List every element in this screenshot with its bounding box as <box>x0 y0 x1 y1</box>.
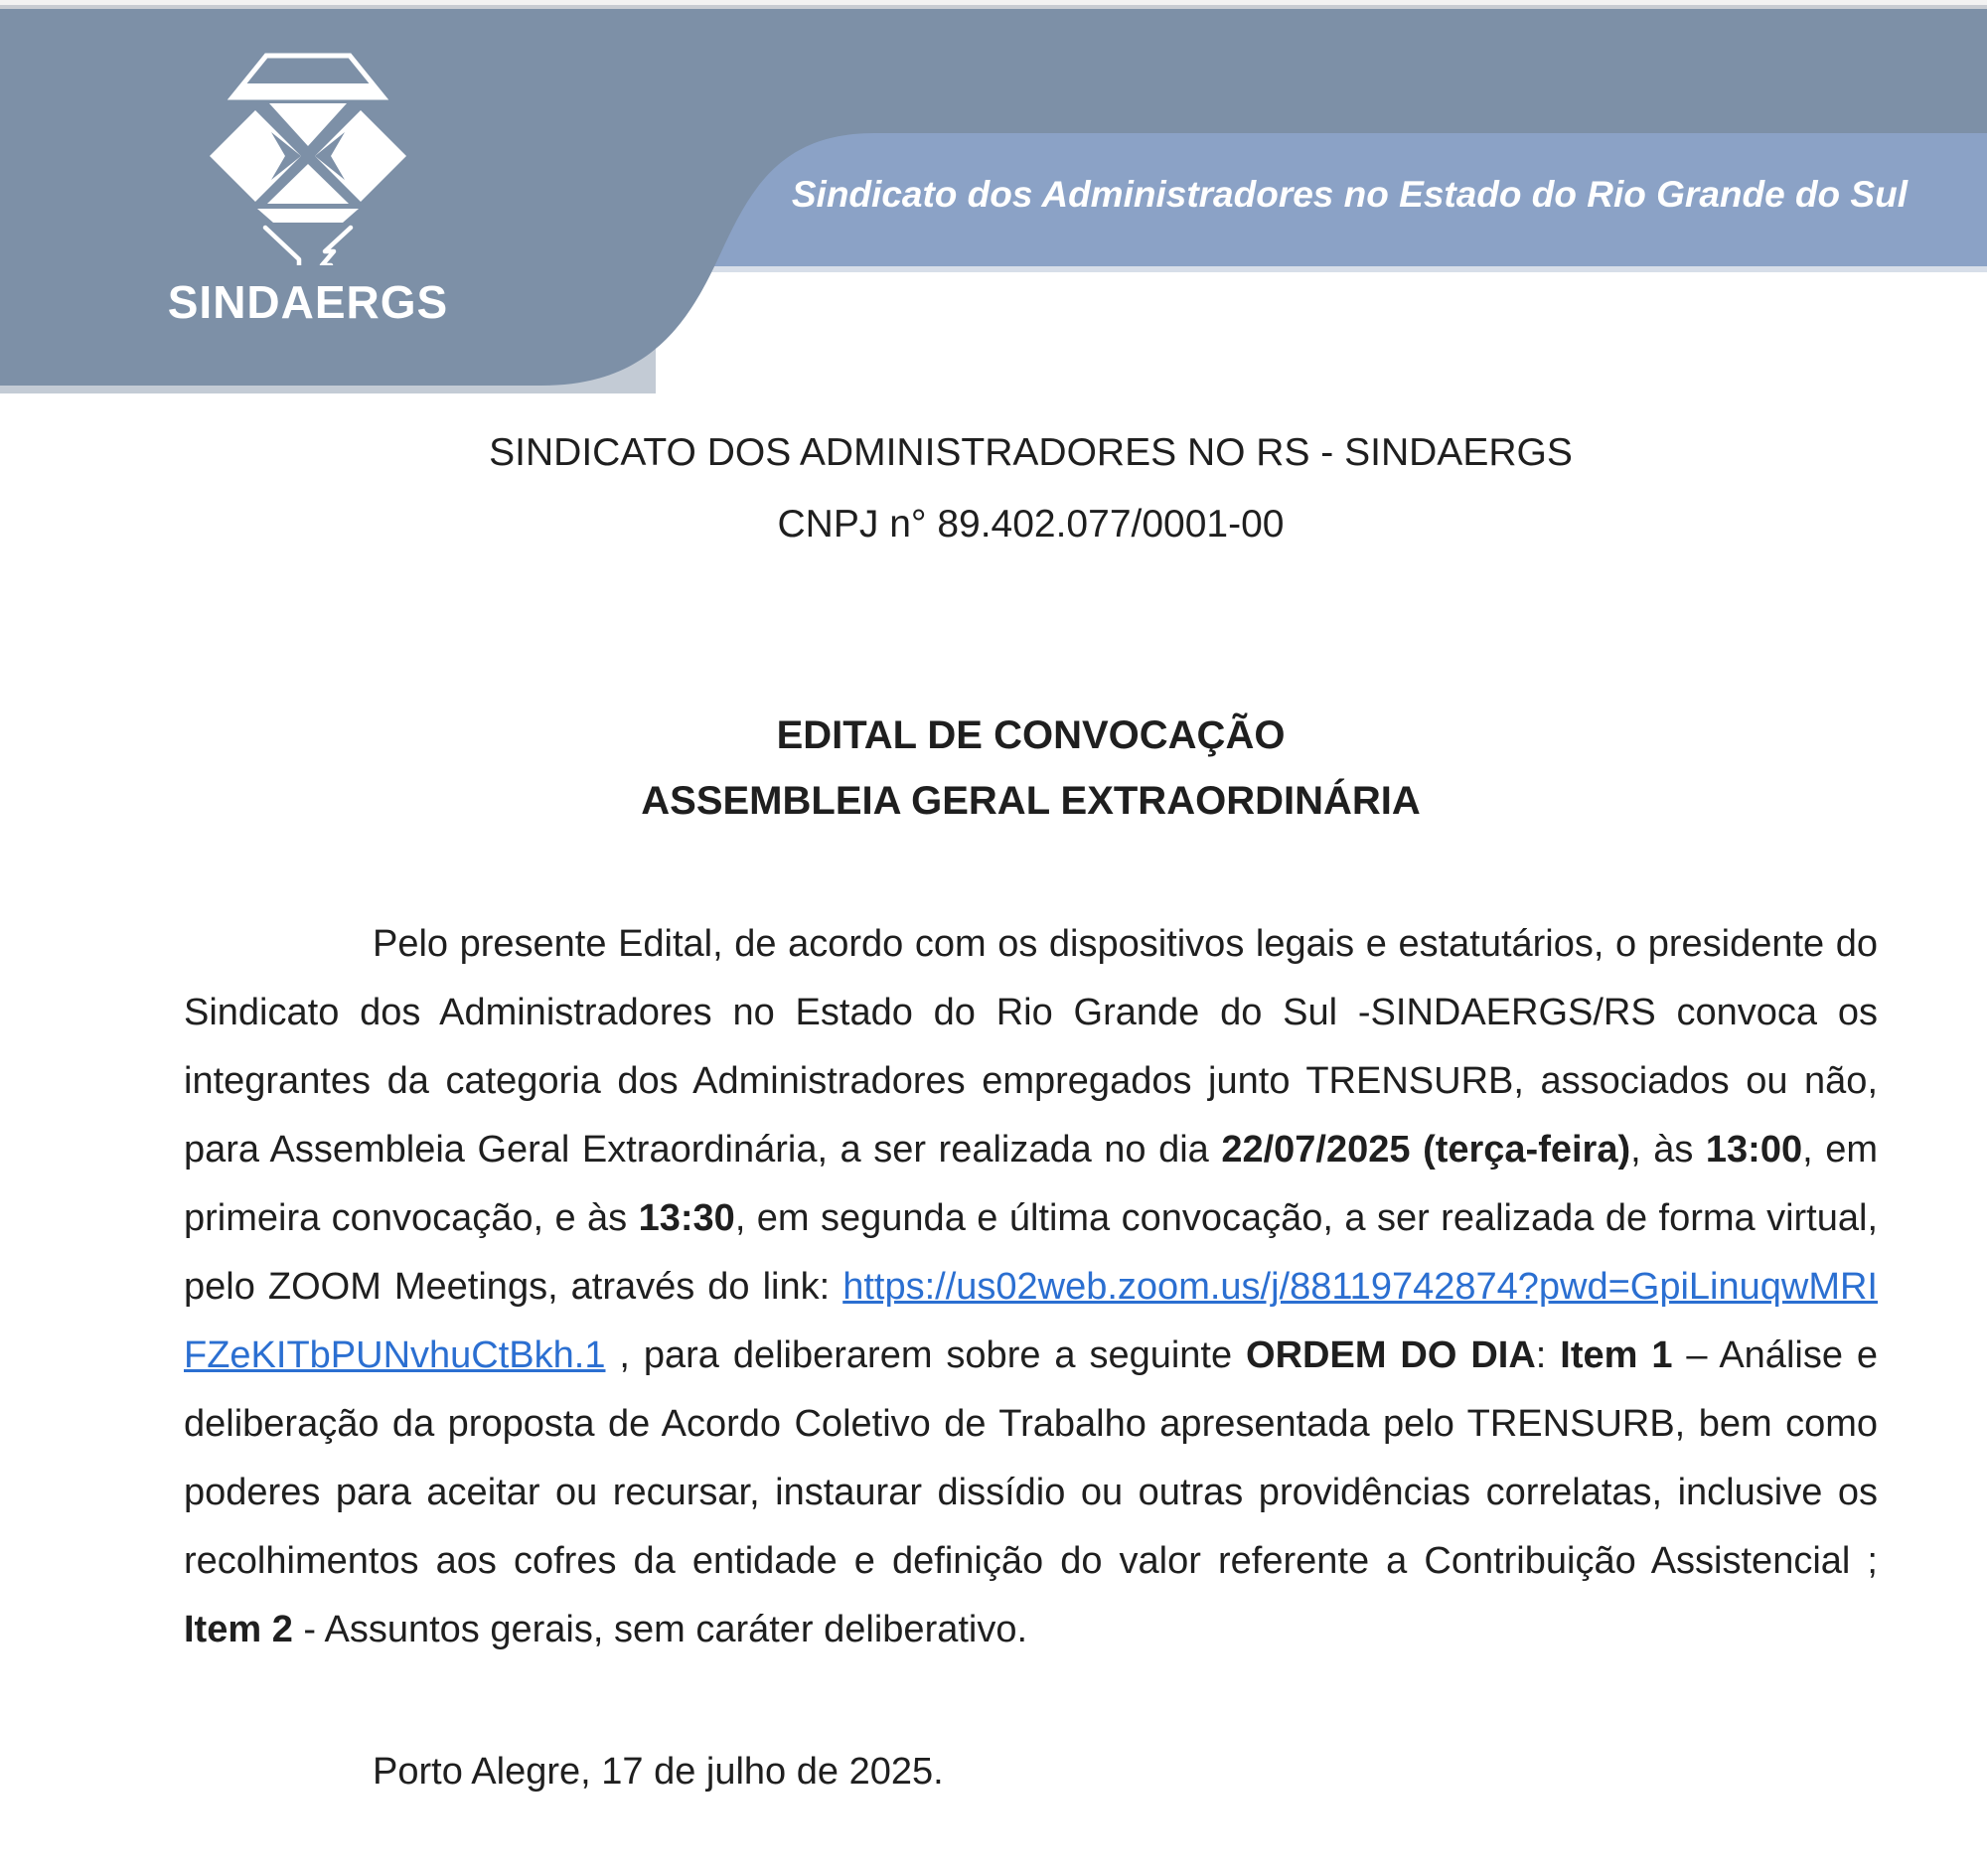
text-run: Pelo presente Edital, de acordo com os dispositivos legais e estatutários, o presidente do Sindicato dos Administradores no Estado do Rio Grande do Sul -SINDAERGS/RS convoca os integrantes da categoria dos Administradores empregados junto TRENSURB, associados ou não, para Assembleia Geral Extraordinária, a ser realizada no dia <box>184 923 1878 1171</box>
edital-body-paragraph <box>184 910 1878 1664</box>
text-run: : <box>1535 1334 1561 1376</box>
text-run: , às <box>1630 1129 1706 1171</box>
text-run: , para deliberarem sobre a seguinte <box>605 1334 1247 1376</box>
zoom-meeting-link[interactable]: https://us02web.zoom.us/j/88119742874?pwd=GpiLinuqwMRIFZeKITbPUNvhuCtBkh.1 <box>184 1266 1878 1376</box>
text-run: , em segunda e última convocação, a ser realizada de forma virtual, pelo ZOOM Meetings, através do link: <box>184 1197 1879 1308</box>
closing-date-line: Porto Alegre, 17 de julho de 2025. <box>373 1751 944 1793</box>
text-run: 13:30 <box>638 1197 735 1239</box>
cnpj-line: CNPJ n° 89.402.077/0001-00 <box>777 503 1285 546</box>
diamond-gem-icon <box>204 52 412 265</box>
header-band-title: Sindicato dos Administradores no Estado do Rio Grande do Sul <box>791 174 1908 215</box>
text-run: 22/07/2025 (terça-feira) <box>1221 1129 1631 1171</box>
org-name-line: SINDICATO DOS ADMINISTRADORES NO RS - SINDAERGS <box>489 431 1573 474</box>
text-run: , em primeira convocação, e às <box>184 1129 1878 1239</box>
sindaergs-logo <box>159 52 457 328</box>
top-edge-strip <box>0 0 1987 9</box>
text-run: Item 1 <box>1560 1334 1673 1376</box>
logo-wordmark: SINDAERGS <box>167 276 449 328</box>
assembleia-title: ASSEMBLEIA GERAL EXTRAORDINÁRIA <box>641 779 1421 823</box>
text-run: Item 2 <box>184 1609 293 1650</box>
text-run: – Análise e deliberação da proposta de Acordo Coletivo de Trabalho apresentada pelo TRENSURB, bem como poderes para aceitar ou recursar, instaurar dissídio ou outras providências correlatas, inclusive os recolhimentos aos cofres da entidade e definição do valor referente a Contribuição Assistencial ; <box>184 1334 1879 1582</box>
edital-title: EDITAL DE CONVOCAÇÃO <box>776 713 1286 757</box>
text-run: ORDEM DO DIA <box>1246 1334 1536 1376</box>
text-run: - Assuntos gerais, sem caráter deliberativo. <box>292 1609 1028 1650</box>
text-run: 13:00 <box>1705 1129 1803 1171</box>
